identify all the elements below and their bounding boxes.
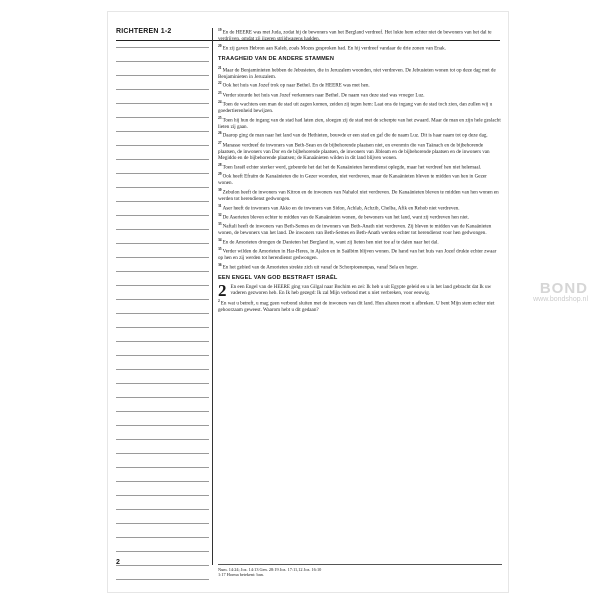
note-line xyxy=(116,61,209,62)
note-line xyxy=(116,327,209,328)
note-line xyxy=(116,565,209,566)
note-line xyxy=(116,467,209,468)
verse-number: 29 xyxy=(218,172,222,177)
note-line xyxy=(116,397,209,398)
note-line xyxy=(116,341,209,342)
verse-number: 32 xyxy=(218,212,222,217)
note-line xyxy=(116,411,209,412)
note-line xyxy=(116,257,209,258)
verse-text: Toen de wachters een man de stad uit zagen komen, zeiden zij tegen hem: Laat ons de ingang van de stad toch zien, dan zullen wij u goedertierenheid bewijzen. xyxy=(218,101,493,115)
watermark-logo: BOND xyxy=(539,280,588,297)
verse xyxy=(218,298,502,314)
note-line xyxy=(116,369,209,370)
footnote-rule xyxy=(218,564,502,565)
verse-text: En de HEERE was met Juda, zodat hij de bewoners van het Bergland verdreef. Het lukte hem echter niet de bewoners van het dal te verdrijven, omdat zij ijzeren strijdwagens hadden. xyxy=(218,29,492,43)
verse xyxy=(218,246,502,262)
note-line xyxy=(116,299,209,300)
section-heading: EEN ENGEL VAN GOD BESTRAFT ISRAËL xyxy=(218,275,338,282)
note-line xyxy=(116,215,209,216)
verse xyxy=(218,90,502,99)
note-line xyxy=(116,159,209,160)
verse-text: De Aserieten bleven echter te midden van de Kanaänieten wonen, de bewoners van het land, want zij verdreven hen niet. xyxy=(222,214,469,221)
verse-number: 25 xyxy=(218,115,222,120)
footnote-line: 1:17 Horma betekent: ban. xyxy=(218,572,264,578)
verse-text: Ook heeft Efraïm de Kanaänieten die in Gezer woonden, niet verdreven, maar de Kanaänieten bleven te midden van hen in Gezer wonen. xyxy=(218,173,487,187)
verse-text: Aser heeft de inwoners van Akko en de inwoners van Sidon, Achlab, Achzib, Chelba, Afik en Rehob niet verdreven. xyxy=(222,205,460,212)
verse-number: 20 xyxy=(218,43,222,48)
note-line xyxy=(116,495,209,496)
note-line xyxy=(116,173,209,174)
verse xyxy=(218,212,502,221)
chapter-number: 2 xyxy=(218,280,227,300)
note-line xyxy=(116,75,209,76)
verse-number: 2 xyxy=(218,298,220,303)
verse-number: 35 xyxy=(218,247,222,252)
note-line xyxy=(116,509,209,510)
verse-text: En wat u betreft, u mag geen verbond sluiten met de inwoners van dit land. Hun altaren moet u afbreken. U bent Mijn stem echter niet gehoorzaam geweest. Waarom hebt u dit gedaan? xyxy=(218,300,495,314)
verse-text: En het gebied van de Amorieten strekte zich uit vanaf de Schorpioenenpas, vanaf Sela en hoger. xyxy=(222,264,418,271)
verse-number: 33 xyxy=(218,222,222,227)
verse-text: Ook het huis van Jozef trok op naar Bethel. En de HEERE was met hen. xyxy=(222,83,370,90)
note-line xyxy=(116,131,209,132)
verse-text: En een Engel van de HEERE ging van Gilgal naar Bochim en zei: Ik heb u uit Egypte geleid en u in het land gebracht dat Ik uw vaderen gezworen heb. En Ik heb gezegd: Ik zal Mijn verbond met u niet verbreken, voor eeuwig. xyxy=(230,283,492,297)
verse-text: Zebulon heeft de inwoners van Kitron en de inwoners van Nahalol niet verdreven. De Kanaänieten bleven te midden van hen wonen en werden tot herendienst gedwongen. xyxy=(218,189,499,203)
chapter-start xyxy=(218,280,502,300)
note-line xyxy=(116,47,209,48)
note-line xyxy=(116,481,209,482)
verse-text: Verder wilden de Amorieten in Har-Heres, in Ajalon en in Saälbim blijven wonen. De hand van het huis van Jozef drukte echter zwaar op hen en zij werden tot herendienst gedwongen. xyxy=(218,248,497,262)
verse-text: Daarop ging de man naar het land van de Hethieten, bouwde er een stad en gaf die de naam Luz. Dit is haar naam tot op deze dag. xyxy=(222,133,488,140)
verse-text: En zij gaven Hebron aan Kaleb, zoals Mozes gesproken had. En hij verdreef vandaar de drie zonen van Enak. xyxy=(222,45,446,52)
verse-text: En de Amorieten drongen de Danieten het Bergland in, want zij lieten hen niet toe af te dalen naar het dal. xyxy=(222,239,439,246)
verse xyxy=(218,140,502,162)
verse xyxy=(218,99,502,115)
section-heading: TRAAGHEID VAN DE ANDERE STAMMEN xyxy=(218,56,335,63)
verse xyxy=(218,203,502,212)
note-line xyxy=(116,187,209,188)
verse xyxy=(218,65,502,81)
footnote-line: Num. 14:24; Joz. 14:13 Gen. 28:19 Joz. 17:11,12 Joz. 16:10 xyxy=(218,567,322,572)
verse xyxy=(218,43,502,52)
verse-number: 26 xyxy=(218,131,222,136)
verse-text: Verder stuurde het huis van Jozef verkenners naar Bethel. De naam van deze stad was vroeger Luz. xyxy=(222,92,425,99)
verse-text: Naftali heeft de inwoners van Beth-Semes en de inwoners van Beth-Anath niet verdreven. Zij bleven te midden van de Kanaänieten wonen, de bewoners van het land. De inwoners van Beth-Semes en Beth-Anath werden echter tot herendienst voor hen gedwongen. xyxy=(218,223,492,237)
note-line xyxy=(116,201,209,202)
note-line xyxy=(116,551,209,552)
running-head: RICHTEREN 1-2 xyxy=(116,28,172,35)
note-line xyxy=(116,383,209,384)
verse-text: Maar de Benjaminieten hebben de Jebusieten, die in Jeruzalem woonden, niet verdreven. De Jebusieten wonen tot op deze dag met de Benjaminieten in Jeruzalem. xyxy=(218,67,496,80)
verse-number: 36 xyxy=(218,263,222,267)
note-line xyxy=(116,271,209,272)
verse-number: 28 xyxy=(218,162,222,167)
verse-number: 30 xyxy=(218,187,222,192)
verse-text: Toen Israël echter sterker werd, gebeurde het dat het de Kanaänieten herendienst oplegde, maar het verdreef hen niet helemaal. xyxy=(222,164,482,171)
note-line xyxy=(116,313,209,314)
note-line xyxy=(116,425,209,426)
verse-number: 19 xyxy=(218,28,222,32)
verse xyxy=(218,115,502,131)
verse-number: 27 xyxy=(218,140,222,145)
verse xyxy=(218,171,502,187)
note-line xyxy=(116,229,209,230)
verse xyxy=(218,262,502,271)
verse-number: 31 xyxy=(218,203,222,208)
verse xyxy=(218,187,502,203)
bible-text-column xyxy=(218,27,502,314)
verse xyxy=(218,162,502,171)
verse-number: 21 xyxy=(218,65,222,70)
verse xyxy=(218,80,502,89)
note-line xyxy=(116,523,209,524)
note-line xyxy=(116,243,209,244)
note-line xyxy=(116,117,209,118)
verse-text: Toen hij hun de ingang van de stad had laten zien, sloegen zij de stad met de scherpte van het zwaard. Maar de man en zijn hele geslacht lieten zij gaan. xyxy=(218,117,501,130)
watermark-url: www.bondshop.nl xyxy=(533,296,588,303)
verse xyxy=(218,27,502,43)
note-line xyxy=(116,579,209,580)
verse-number: 34 xyxy=(218,237,222,242)
verse-number: 23 xyxy=(218,90,222,95)
note-line xyxy=(116,285,209,286)
note-line xyxy=(116,453,209,454)
verse-text: Manasse verdreef de inwoners van Beth-Sean en de bijbehorende plaatsen niet, en evenmin die van Taänach en de bijbehorende plaatsen, de inwoners van Dor en de bijbehorende plaatsen, de inwoners van Jibleam en de bijbehorende plaatsen en de inwoners van Megiddo en de bijbehorende plaatsen; de Kanaänieten wilden in dit land blijven wonen. xyxy=(218,142,490,162)
note-line xyxy=(116,89,209,90)
note-line xyxy=(116,439,209,440)
note-line xyxy=(116,145,209,146)
note-line xyxy=(116,355,209,356)
verse-number: 24 xyxy=(218,99,222,104)
footnotes xyxy=(218,567,502,578)
note-line xyxy=(116,537,209,538)
verse-number: 22 xyxy=(218,81,222,86)
page-number: 2 xyxy=(116,559,120,566)
column-divider xyxy=(212,28,213,565)
page xyxy=(108,12,508,592)
verse xyxy=(218,237,502,246)
verse xyxy=(218,221,502,237)
verse xyxy=(218,130,502,139)
note-line xyxy=(116,103,209,104)
notes-column xyxy=(116,47,209,565)
